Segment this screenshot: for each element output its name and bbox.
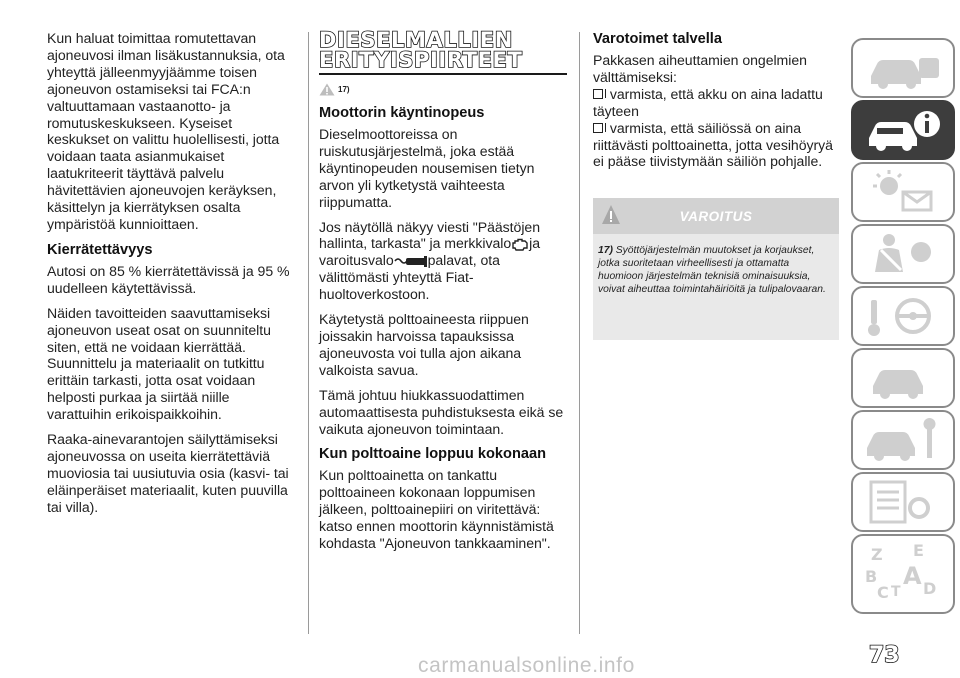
warning-lights-icon xyxy=(863,168,947,216)
title-underline xyxy=(319,73,567,75)
warning-triangle-icon xyxy=(319,83,335,96)
bullet-fuel-tank xyxy=(593,120,839,171)
tab-index[interactable] xyxy=(851,534,955,614)
car-emergency-icon xyxy=(863,354,947,402)
technical-data-icon xyxy=(863,478,947,526)
warning-reference xyxy=(319,83,567,96)
section-title xyxy=(319,30,567,70)
heading-recyclability: Kierrätettävyys xyxy=(47,241,153,258)
paragraph-white-smoke: Käytetystä polttoaineesta riippuen joissakin harvoissa tapauksissa ajoneuvosta voi tulla ajon aikana valkoista savua. xyxy=(319,311,529,378)
heading-engine-speed: Moottorin käyntinopeus xyxy=(319,105,485,121)
intro-paragraph: Kun haluat toimittaa romutettavan ajoneuvosi ilman lisäkustannuksia, ota yhteyttä jälleenmyyjäämme toisen ajoneuvon ostamiseksi tai FCA:n valtuuttamaan vastaanotto- ja romutuskeskukseen. Kyseiset keskukset on valittu huolellisesti, jotta voidaan taata asianmukaiset laatukriteerit täyttävä palvelu hävitettävien ajoneuvojen keräyksen, käsittelyn ja kierrätyksen osalta ympäristöä kunnioittaen. xyxy=(47,30,285,232)
column-left xyxy=(47,30,297,524)
svg-text:Z: Z xyxy=(871,545,883,564)
checkbox-bullet-icon xyxy=(593,89,603,99)
paragraph-dpf: Tämä johtuu hiukkassuodattimen automaattisesta puhdistuksesta eikä se vaikuta ajoneuvon toimintaan. xyxy=(319,386,564,437)
column-divider xyxy=(579,32,580,634)
warning-box-header xyxy=(593,198,839,234)
car-info-icon xyxy=(863,106,947,154)
bullet-battery-text: varmista, että akku on aina ladattu täyteen xyxy=(593,85,823,119)
checkbox-bullet-icon xyxy=(593,123,603,133)
svg-text:E: E xyxy=(913,541,924,560)
paragraph-emission-message xyxy=(319,219,567,304)
tab-emergency[interactable] xyxy=(851,348,955,408)
emission-text-3: palavat, ota välittömästi yhteyttä Fiat-huoltoverkostoon. xyxy=(319,252,500,303)
alphabetical-index-icon xyxy=(863,540,947,608)
section-title-line2: ERITYISPIIRTEET xyxy=(319,48,523,72)
section-title-line1: DIESELMALLIEN xyxy=(319,28,513,52)
svg-text:A: A xyxy=(903,562,922,590)
warning-reference-number: 17) xyxy=(338,85,350,94)
heading-fuel-runs-out: Kun polttoaine loppuu kokonaan xyxy=(319,446,547,463)
paragraph-injection: Dieselmoottoreissa on ruiskutusjärjestelmä, joka estää käyntinopeuden nousemisen tietyn arvon yli kytketystä vaihteesta riippumatta. xyxy=(319,126,535,210)
paragraph-winter-intro: Pakkasen aiheuttamien ongelmien välttämiseksi: xyxy=(593,52,807,85)
warning-box-text: Syöttöjärjestelmän muutokset ja korjaukset, jotka suoritetaan virheellisesti ja ottamatta huomioon järjestelmän teknisiä ominaisuuksia, voivat aiheuttaa toimintahäiriöitä ja tulipalovaaran. xyxy=(598,245,826,296)
svg-text:C: C xyxy=(877,583,889,602)
emission-text-1: Jos näytöllä näkyy viesti "Päästöjen hallinta, tarkasta" ja merkkivalo xyxy=(319,218,540,252)
svg-text:T: T xyxy=(891,584,901,600)
warning-box-number: 17) xyxy=(598,245,613,257)
engine-check-icon xyxy=(511,238,529,251)
car-wrench-icon xyxy=(863,416,947,464)
seatbelt-airbag-icon xyxy=(863,230,947,278)
paragraph-recycle-percent: Autosi on 85 % kierrätettävissä ja 95 % uudelleen käytettävissä. xyxy=(47,262,290,296)
tab-warning-lights[interactable] xyxy=(851,162,955,222)
glow-plug-warning-icon xyxy=(394,255,428,268)
key-steering-wheel-icon xyxy=(863,292,947,340)
paragraph-materials: Raaka-ainevarantojen säilyttämiseksi ajoneuvossa on useita kierrätettäviä muoviosia tai uusiutuvia osia (kasvi- tai eläinperäiset materiaalit, kuten puuvilla tai villa). xyxy=(47,431,289,515)
warning-box xyxy=(593,198,839,340)
column-divider xyxy=(308,32,309,634)
warning-box-body xyxy=(593,234,839,296)
column-right xyxy=(593,30,839,340)
tab-car-dashboard[interactable] xyxy=(851,38,955,98)
tab-driving[interactable] xyxy=(851,286,955,346)
watermark: carmanualsonline.info xyxy=(418,654,635,677)
tab-safety[interactable] xyxy=(851,224,955,284)
svg-text:D: D xyxy=(923,579,937,598)
paragraph-fuel-circuit: Kun polttoainetta on tankattu polttoaineen kokonaan loppumisen jälkeen, polttoainepiiri on viritettävä: katso ennen moottorin käynnistämistä kohdasta "Ajoneuvon tankkaaminen". xyxy=(319,467,554,552)
bullet-battery xyxy=(593,86,839,120)
tab-car-info[interactable] xyxy=(851,100,955,160)
tab-maintenance[interactable] xyxy=(851,410,955,470)
emission-text-2: ja varoitusvalo xyxy=(319,235,541,269)
paragraph-design: Näiden tavoitteiden saavuttamiseksi ajoneuvon useat osat on suunniteltu siten, että ne voidaan kierrättää. Suunnittelu ja materiaalit on tutkittu erittäin tarkasti, jotta osat voidaan helposti purkaa ja siirtää niille varattuihin erikoispaikkoihin. xyxy=(47,304,271,423)
page-number: 73 xyxy=(869,643,900,668)
warning-box-title: VAROITUS xyxy=(679,209,753,225)
column-middle xyxy=(319,30,567,560)
heading-winter-precautions: Varotoimet talvella xyxy=(593,31,722,47)
car-dashboard-icon xyxy=(863,44,947,92)
svg-text:B: B xyxy=(865,567,878,586)
tab-technical-data[interactable] xyxy=(851,472,955,532)
bullet-fuel-tank-text: varmista, että säiliössä on aina riittävästi polttoainetta, jotta vesihöyryä ei pääse tiivistymään säiliön pohjalle. xyxy=(593,119,833,170)
